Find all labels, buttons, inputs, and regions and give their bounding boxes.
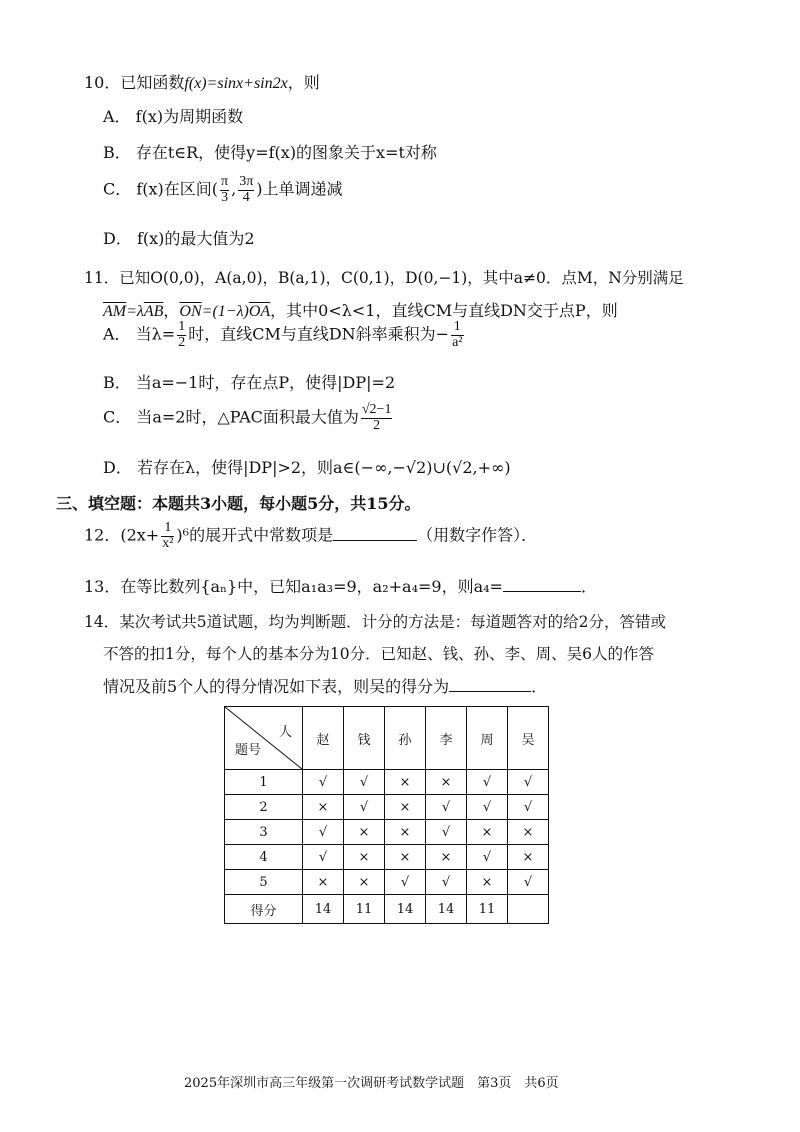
score-row [225, 895, 549, 924]
table-cell: √ [344, 770, 385, 795]
corner-label-question: 题号 [235, 743, 262, 758]
fraction: $\frac{1}{\text{a²}}$ [452, 319, 463, 350]
table-cell: × [508, 845, 549, 870]
page-footer: 2025年深圳市高三年级第一次调研考试数学试题 第3页 共6页 [184, 1076, 559, 1091]
q10-option-c: C． f(x)在区间( $\frac{\pi}{3}$ , $\frac{3\pi}{4}$ )上单调递减 [103, 174, 343, 205]
table-header-cell: 吴 [508, 707, 549, 770]
q11-option-c: C． 当a=2时，△PAC面积最大值为 $\frac{√2-1}{2}$ [103, 402, 392, 433]
table-cell: √ [303, 820, 344, 845]
q14-line3: 情况及前5个人的得分情况如下表，则吴的得分为 ． [103, 677, 548, 696]
score-table [224, 706, 549, 924]
table-cell: √ [508, 795, 549, 820]
table-header-cell: 赵 [303, 707, 344, 770]
table-cell: × [303, 870, 344, 895]
q10-number: 10．已知函数 [84, 73, 185, 92]
q11-stem-line1: 11．已知O(0,0)，A(a,0)，B(a,1)，C(0,1)，D(0,−1)，其中a≠0．点M，N分别满足 [84, 269, 684, 287]
table-header-cell: 孙 [385, 707, 426, 770]
table-header-cell: 钱 [344, 707, 385, 770]
table-corner-cell [225, 707, 303, 770]
q11-option-d: D． 若存在λ，使得|DP|>2，则a∈(−∞,−√2)∪(√2,+∞) [103, 458, 511, 477]
table-cell: × [426, 770, 467, 795]
score-cell: 11 [344, 895, 385, 924]
score-cell [508, 895, 549, 924]
fraction: $\frac{1}{2}$ [178, 319, 186, 350]
table-cell: × [508, 820, 549, 845]
table-cell: √ [303, 845, 344, 870]
row-label: 4 [225, 845, 303, 870]
table-cell: × [344, 845, 385, 870]
score-cell: 14 [426, 895, 467, 924]
q10-option-d: D． f(x)的最大值为2 [103, 229, 255, 248]
table-cell: √ [467, 845, 508, 870]
table-cell: √ [385, 870, 426, 895]
fraction: $\frac{√2-1}{2}$ [361, 402, 392, 433]
fraction: $\frac{1}{\text{x²}}$ [162, 520, 174, 551]
table-row [225, 795, 549, 820]
table-cell: × [467, 820, 508, 845]
table-cell: √ [344, 795, 385, 820]
score-cell: 14 [385, 895, 426, 924]
table-cell: √ [508, 870, 549, 895]
table-cell: × [344, 820, 385, 845]
section-heading: 三、填空题：本题共3小题，每小题5分，共15分。 [56, 494, 421, 513]
score-cell: 14 [303, 895, 344, 924]
table-cell: √ [426, 820, 467, 845]
table-row [225, 770, 549, 795]
table-cell: √ [467, 770, 508, 795]
table-row [225, 820, 549, 845]
q11-option-b: B． 当a=−1时，存在点P，使得|DP|=2 [103, 373, 396, 392]
score-cell: 11 [467, 895, 508, 924]
q10-stem [84, 70, 320, 93]
row-label: 2 [225, 795, 303, 820]
table-cell: × [385, 820, 426, 845]
table-cell: × [344, 870, 385, 895]
score-row-label: 得分 [225, 895, 303, 924]
table-header-row [225, 707, 549, 770]
q14-line1: 14．某次考试共5道试题，均为判断题．计分的方法是：每道题答对的给2分，答错或 [84, 613, 666, 631]
table-cell: √ [508, 770, 549, 795]
q10-option-a: A． f(x)为周期函数 [103, 107, 244, 126]
answer-blank[interactable] [503, 591, 581, 592]
table-cell: √ [426, 870, 467, 895]
table-cell: √ [426, 795, 467, 820]
table-header-cell: 周 [467, 707, 508, 770]
table-cell: √ [467, 795, 508, 820]
table-header-cell: 李 [426, 707, 467, 770]
q11-option-a: A． 当λ= $\frac{1}{2}$ 时，直线CM与直线DN斜率乘积为− $\frac{1}{\text{a²}}$ [103, 319, 463, 350]
table-row [225, 870, 549, 895]
table-cell: × [303, 795, 344, 820]
fraction: $\frac{3\pi}{4}$ [239, 174, 254, 205]
table-cell: × [385, 795, 426, 820]
row-label: 3 [225, 820, 303, 845]
table-cell: × [385, 845, 426, 870]
q10-stem-end: ，则 [287, 73, 320, 92]
q13: 13．在等比数列{aₙ}中，已知a₁a₃=9，a₂+a₄=9，则a₄= ． [84, 577, 597, 596]
table-cell: × [467, 870, 508, 895]
table-row [225, 845, 549, 870]
fraction: $\frac{\pi}{3}$ [221, 174, 229, 205]
q14-line2: 不答的扣1分，每个人的基本分为10分．已知赵、钱、孙、李、周、吴6人的作答 [103, 645, 654, 663]
table-cell: × [385, 770, 426, 795]
answer-blank[interactable] [449, 691, 531, 692]
q12: 12．(2x+ $\frac{1}{\text{x²}}$ )⁶的展开式中常数项是 （用数字作答）． [84, 520, 538, 551]
q10-function: f(x)=sinx+sin2x [184, 75, 288, 92]
q11-stem-line2: $\overline{AM}=\lambda\overline{AB}$，$\overline{ON}=(1-\lambda)\overline{OA}$，其中0<λ<1，直线CM与直线DN交于点P，则 [103, 301, 618, 320]
q10-option-b: B． 存在t∈R，使得y=f(x)的图象关于x=t对称 [103, 143, 437, 162]
table-cell: × [426, 845, 467, 870]
corner-label-person: 人 [278, 725, 292, 740]
table-cell: √ [303, 770, 344, 795]
answer-blank[interactable] [333, 540, 417, 541]
row-label: 5 [225, 870, 303, 895]
row-label: 1 [225, 770, 303, 795]
